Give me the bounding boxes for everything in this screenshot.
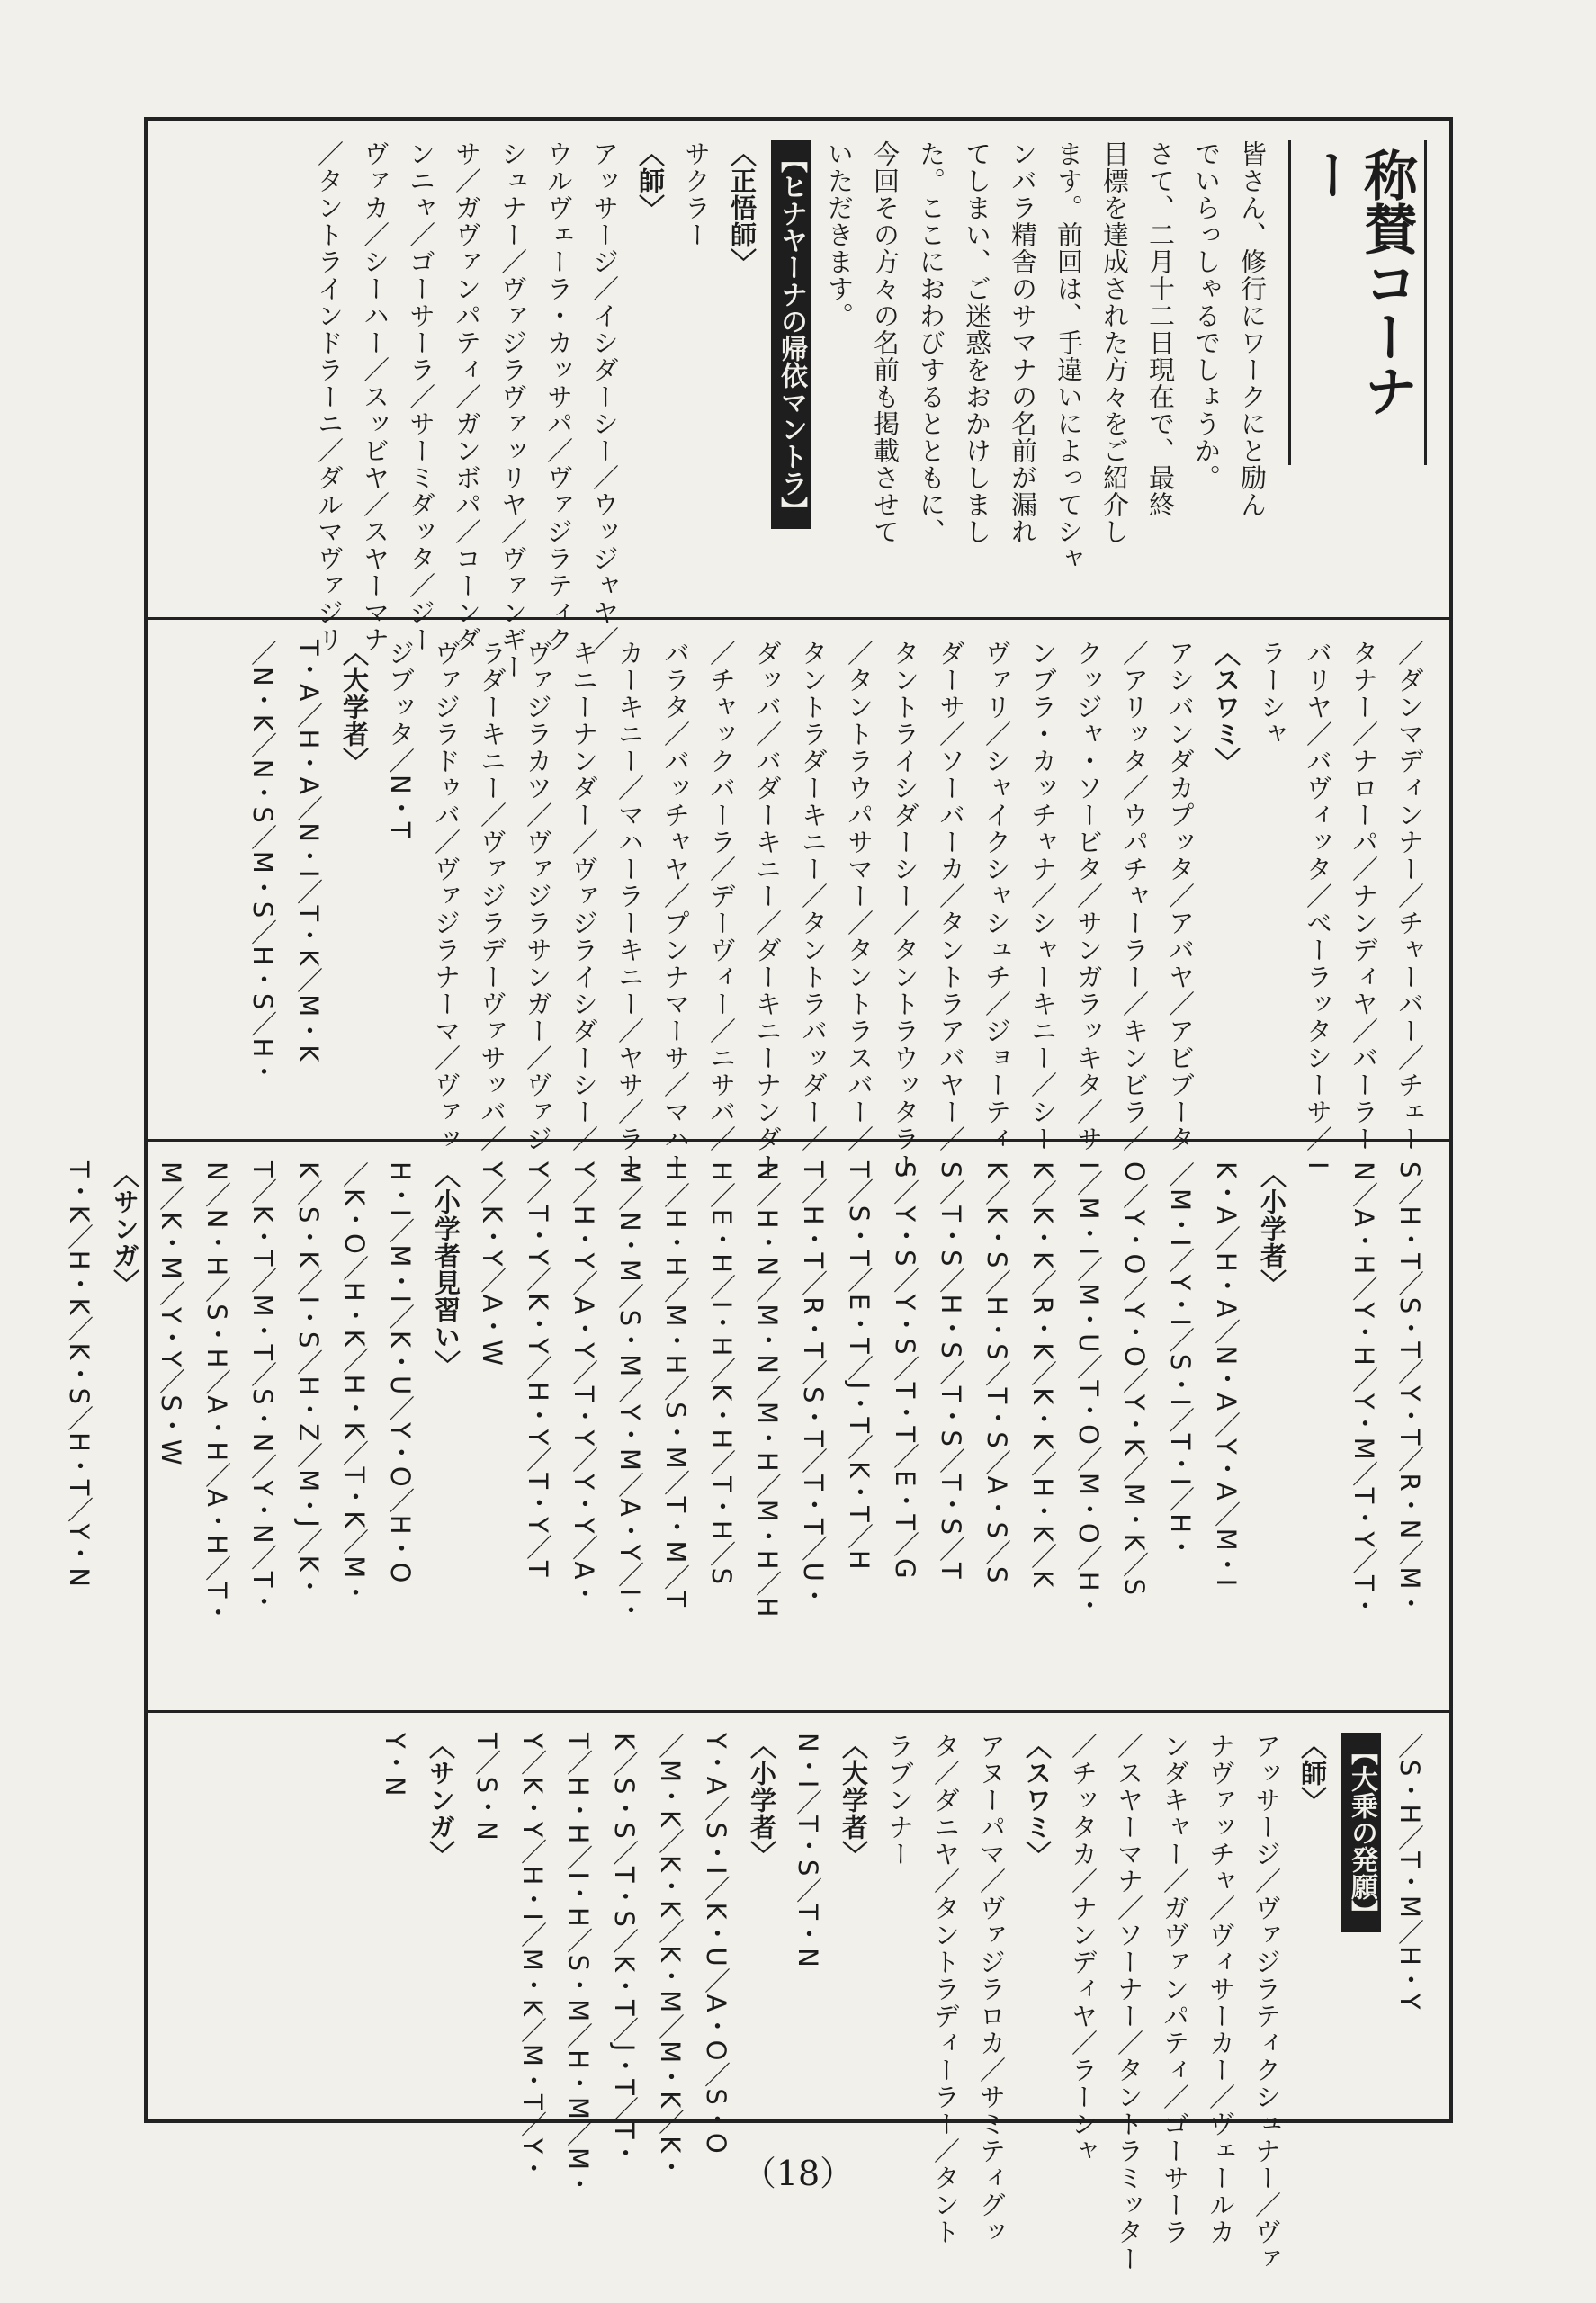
- text-column: タントラダーキニー／タントラバッダー／: [798, 640, 829, 1152]
- text-column: K／S・K／I・S／H・Z／M・J／K・: [293, 1161, 324, 1600]
- text-column: ます。前回は、手違いによってシャ: [1054, 140, 1084, 572]
- text-column: でいらっしゃるでしょうか。: [1191, 140, 1222, 491]
- text-column: タントライシダーシー／タントラウッタラー: [890, 640, 920, 1179]
- text-column: H・I／M・I／K・U／Y・O／H・O: [385, 1161, 416, 1584]
- text-column: バリヤ／バヴィッタ／ベーラッタシーサ／: [1303, 640, 1333, 1152]
- text-column: ラブンナー: [884, 1733, 915, 1868]
- section-subheading: 〈サンガ〉: [426, 1733, 456, 1868]
- text-column: ／ダンマディンナー／チャーバー／チェー: [1394, 640, 1425, 1152]
- text-column: カーキニー／マハーラーキニー／ヤサ／ラー: [614, 640, 645, 1179]
- text-column: T／H・H／I・H／S・M／H・M／M・: [563, 1733, 594, 2198]
- text-column: M／N・M／S・M／Y・M／A・Y／I・: [614, 1161, 645, 1625]
- text-column: アッサージ／ヴァジラティクシュナー／ヴァ: [1251, 1733, 1282, 2272]
- text-column: ンニャ／ゴーサーラ／サーミダッタ／ジー: [406, 140, 436, 653]
- text-column: I: [1303, 1161, 1333, 1170]
- text-column: Y／K・Y／H・I／M・K／M・T／Y・: [517, 1733, 548, 2182]
- section-subheading: 〈スワミ〉: [1211, 640, 1242, 775]
- text-column: ／K・O／H・K／H・K／T・K／M・: [339, 1161, 370, 1607]
- text-column: てしまい、ご迷惑をおかけしまし: [962, 140, 992, 545]
- text-column: Y・N: [380, 1733, 410, 1797]
- text-column: アッサージ／イシダーシー／ウッジャヤ／: [589, 140, 620, 653]
- text-column: ヴァジラドゥバ／ヴァジラナーマ／ヴァッ: [431, 640, 462, 1152]
- text-column: K／K・K／R・K／K・K／H・K／K: [1027, 1161, 1058, 1589]
- text-column: バラタ／バッチャヤ／プンナマーサ／マハー: [660, 640, 691, 1179]
- text-column: Y／K・Y／A・W: [477, 1161, 507, 1367]
- text-column: ンブラ・カッチャナ／シャーキニー／シー: [1027, 640, 1058, 1152]
- text-column: ジブッタ／N・T: [385, 640, 416, 839]
- text-column: ラーシャ: [1257, 640, 1287, 748]
- text-column: ウルヴェーラ・カッサパ／ヴァジラティク: [543, 140, 574, 653]
- text-column: K／S・S／T・S／K・T／J・T／T・: [609, 1733, 640, 2167]
- text-column: ヴァリ／シャイクシャシュチ／ジョーティ: [982, 640, 1012, 1152]
- text-column: 皆さん、修行にワークにと励ん: [1237, 140, 1268, 518]
- text-column: T／K・T／M・T／S・N／Y・N／T・: [247, 1161, 278, 1616]
- page-number: （18）: [741, 2154, 855, 2193]
- text-column: K／K・S／H・S／T・S／A・S／S: [982, 1161, 1012, 1584]
- section-subheading: 〈小学者〉: [747, 1733, 777, 1868]
- text-column: タナー／ナローパ／ナンディヤ／バーラー: [1349, 640, 1379, 1152]
- tier-2: [148, 620, 1449, 1179]
- section-heading: 【ヒナヤーナの帰依マントラ】: [771, 140, 811, 529]
- text-column: ／M・K／K・K／K・M／M・K／K・: [655, 1733, 686, 2182]
- text-column: ／チャックバーラ／デーヴィー／ニサバ／: [706, 640, 737, 1152]
- text-column: ダッバ／バダーキニー／ダーキニーナンダー: [752, 640, 783, 1179]
- tier-3: [64, 1142, 1449, 1713]
- text-column: キニーナンダー／ヴァジライシダーシー／: [569, 640, 599, 1152]
- tier-1: [148, 121, 1449, 680]
- text-column: ／スヤーマナ／ソーナー／タントラミッター: [1114, 1733, 1144, 2272]
- text-column: ／チッタカ／ナンディヤ／ラーシャ: [1068, 1733, 1098, 2164]
- text-column: I／M・I／M・U／T・O／M・O／H・: [1073, 1161, 1104, 1619]
- tier-3-columns: [64, 1161, 1427, 1701]
- section-subheading: 〈師〉: [1297, 1733, 1328, 1814]
- text-column: ナヴァッチャ／ヴィサーカー／ヴェールカ: [1206, 1733, 1236, 2245]
- text-column: いただきます。: [824, 140, 855, 329]
- section-heading: 【大乗の発願】: [1341, 1733, 1381, 1932]
- text-column: サクラー: [681, 140, 712, 248]
- text-column: アヌーパマ／ヴァジラロカ／サミティグッ: [976, 1733, 1007, 2245]
- text-column: アシバンダカプッタ／アバヤ／アビブータ: [1165, 640, 1196, 1152]
- text-column: 今回その方々の名前も掲載させて: [870, 140, 901, 545]
- text-column: ンバラ精舎のサマナの名前が漏れ: [1008, 140, 1038, 545]
- text-column: N・I／T・S／T・N: [793, 1733, 823, 1968]
- text-column: サ／ガヴァンパティ／ガンボパ／コーンダ: [452, 140, 482, 653]
- text-column: ／N・K／N・S／M・S／H・S／H・: [247, 640, 278, 1086]
- section-subheading: 〈師〉: [635, 140, 666, 221]
- text-column: クッジャ・ソービタ／サンガラッキタ／サ: [1073, 640, 1104, 1152]
- text-column: さて、二月十二日現在で、最終: [1145, 140, 1176, 518]
- text-column: T／H・T／R・T／S・T／T・T／U・: [798, 1161, 829, 1609]
- text-column: T／S・T／E・T／J・T／K・T／H: [844, 1161, 874, 1571]
- text-column: ラダーキニー／ヴァジラデーヴァサッバ／: [477, 640, 507, 1152]
- text-column: Y／H・Y／A・Y／T・Y／Y・Y／A・: [569, 1161, 599, 1608]
- text-column: S／T・S／H・S／T・S／T・S／T: [936, 1161, 966, 1580]
- text-column: H／H・H／M・H／S・M／T・M／T: [660, 1161, 691, 1609]
- text-column: N／N・H／S・H／A・H／A・H／T・: [202, 1161, 232, 1626]
- text-column: ／タントラインドラーニ／ダルマヴァジリ: [314, 140, 345, 653]
- text-column: N／H・N／M・N／M・H／M・H／H: [752, 1161, 783, 1618]
- text-column: T／S・N: [471, 1733, 502, 1842]
- text-column: ／S・H／T・M／H・Y: [1394, 1733, 1425, 2011]
- text-column: ／アリッタ／ウパチャーラー／キンビラ／: [1119, 640, 1150, 1152]
- section-subheading: 〈正悟師〉: [727, 140, 758, 275]
- text-column: H／E・H／I・H／K・H／T・H／S: [706, 1161, 737, 1586]
- section-subheading: 〈小学者見習い〉: [431, 1161, 462, 1377]
- tier-1-columns: [166, 140, 1427, 680]
- section-subheading: 〈スワミ〉: [1022, 1733, 1053, 1868]
- text-column: T・A／H・A／N・I／T・K／M・K: [293, 640, 324, 1063]
- text-column: T・K／H・K／K・S／H・T／Y・N: [64, 1161, 94, 1588]
- tier-2-columns: [166, 640, 1427, 1179]
- page-title: 称賛コーナー: [1288, 140, 1427, 465]
- text-column: S／Y・S／Y・S／T・T／E・T／G: [890, 1161, 920, 1580]
- text-column: M／K・M／Y・Y／S・W: [156, 1161, 186, 1466]
- section-subheading: 〈小学者〉: [1257, 1161, 1287, 1296]
- text-column: N／A・H／Y・H／Y・M／T・Y／T・: [1349, 1161, 1379, 1619]
- section-subheading: 〈サンガ〉: [110, 1161, 140, 1296]
- section-subheading: 〈大学者〉: [339, 640, 370, 775]
- text-column: ダーサ／ソーバーカ／タントラアバヤー／: [936, 640, 966, 1152]
- text-column: Y・A／S・I／K・U／A・O／S・O: [701, 1733, 731, 2155]
- text-column: O／Y・O／Y・O／Y・K／M・K／S: [1119, 1161, 1150, 1597]
- text-column: ／M・I／Y・I／S・I／T・I／H・: [1165, 1161, 1196, 1561]
- text-column: S／H・T／S・T／Y・T／R・N／M・: [1394, 1161, 1425, 1617]
- text-column: た。ここにおわびするとともに、: [916, 140, 946, 545]
- text-column: Y／T・Y／K・Y／H・Y／T・Y／T: [523, 1161, 553, 1578]
- text-column: 目標を達成された方々をご紹介し: [1099, 140, 1130, 545]
- text-column: K・A／H・A／N・A／Y・A／M・I: [1211, 1161, 1242, 1588]
- text-column: ／タントラウパサマー／タントラスバー／: [844, 640, 874, 1152]
- text-column: ヴァジラカツ／ヴァジラサンガー／ヴァジ: [523, 640, 553, 1152]
- text-column: ヴァカ／シーハー／スッビヤ／スヤーマナ: [360, 140, 390, 653]
- text-column: タ／ダニヤ／タントラディーラー／タント: [930, 1733, 961, 2245]
- text-column: ンダキャー／ガヴァンパティ／ゴーサーラ: [1160, 1733, 1190, 2245]
- text-column: シュナー／ヴァジラヴァッリヤ／ヴァンギー: [498, 140, 528, 680]
- section-subheading: 〈大学者〉: [838, 1733, 869, 1868]
